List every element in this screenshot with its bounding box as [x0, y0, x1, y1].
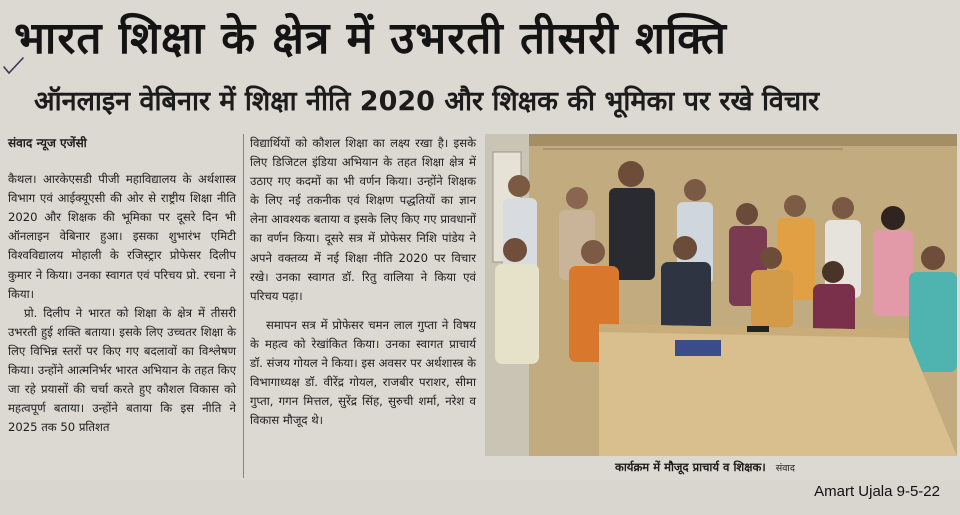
photo-caption-text: कार्यक्रम में मौजूद प्राचार्य व शिक्षक। — [615, 460, 766, 474]
article-column-2 — [250, 134, 476, 430]
article-paragraph: विद्यार्थियों को कौशल शिक्षा का लक्ष्य रखा है। इसके लिए डिजिटल इंडिया अभियान के तहत शिक्षा क्षेत्र में उठाए गए कदमों का भी वर्णन किया। उन्होंने शिक्षक के लिए नई तकनीक एवं शिक्षण पद्धतियों का ज्ञान लेना आवश्यक बताया व इसके लिए किए गए प्रावधानों का वर्णन किया। दूसरे सत्र में प्रोफेसर निशि पांडेय ने अपने वक्तव्य में नई शिक्षा नीति 2020 पर विचार रखे। उनका स्वागत डॉ. रितु वालिया ने किया एवं परिचय पढ़ा। — [250, 136, 476, 303]
group-photo — [485, 134, 957, 456]
column-divider — [243, 134, 244, 478]
group-photo-illustration — [485, 134, 957, 456]
photo-credit: संवाद — [775, 463, 795, 474]
article-paragraph: समापन सत्र में प्रोफेसर चमन लाल गुप्ता ने विषय के महत्व को रेखांकित किया। उनका स्वागत प्राचार्य डॉ. संजय गोयल ने किया। इस अवसर पर अर्थशास्त्र के विभागाध्यक्ष डॉ. वीरेंद्र गोयल, राजबीर पराशर, सीमा गुप्ता, गगन मित्तल, सुरेंद्र सिंह, सुरुची शर्मा, नरेश व विकास मौजूद थे। — [250, 317, 476, 428]
source-note: Amart Ujala 9-5-22 — [814, 483, 940, 500]
photo-caption — [615, 460, 795, 475]
subheadline: ऑनलाइन वेबिनार में शिक्षा नीति 2020 और शिक्षक की भूमिका पर रखे विचार — [34, 86, 820, 117]
article-paragraph: प्रो. दिलीप ने भारत को शिक्षा के क्षेत्र में तीसरी उभरती हुई शक्ति बताया। इसके लिए उच्चतर शिक्षा के लिए विभिन्न स्तरों पर किए गए बदलावों का विश्लेषण किया। उन्होंने आत्मनिर्भर भारत अभियान के तहत किए जा रहे प्रयासों की चर्चा करते हुए कौशल विकास को महत्वपूर्ण बताया। उन्होंने बताया कि इस नीति ने 2025 तक 50 प्रतिशत — [8, 305, 236, 435]
headline: भारत शिक्षा के क्षेत्र में उभरती तीसरी शक्ति — [14, 13, 727, 64]
article-paragraph: कैथल। आरकेएसडी पीजी महाविद्यालय के अर्थशास्त्र विभाग एवं आईक्यूएसी की ओर से राष्ट्रीय शिक्षा नीति 2020 और शिक्षक की भूमिका पर दूसरे दिन भी ऑनलाइन वेबिनार हुआ। इसका शुभारंभ एमिटी विश्वविद्यालय मोहाली के रजिस्ट्रार प्रोफेसर दिलीप कुमार ने किया। उनका स्वागत एवं परिचय प्रो. रचना ने किया। — [8, 172, 236, 301]
article-column-1 — [8, 134, 236, 437]
byline: संवाद न्यूज एजेंसी — [8, 136, 87, 150]
